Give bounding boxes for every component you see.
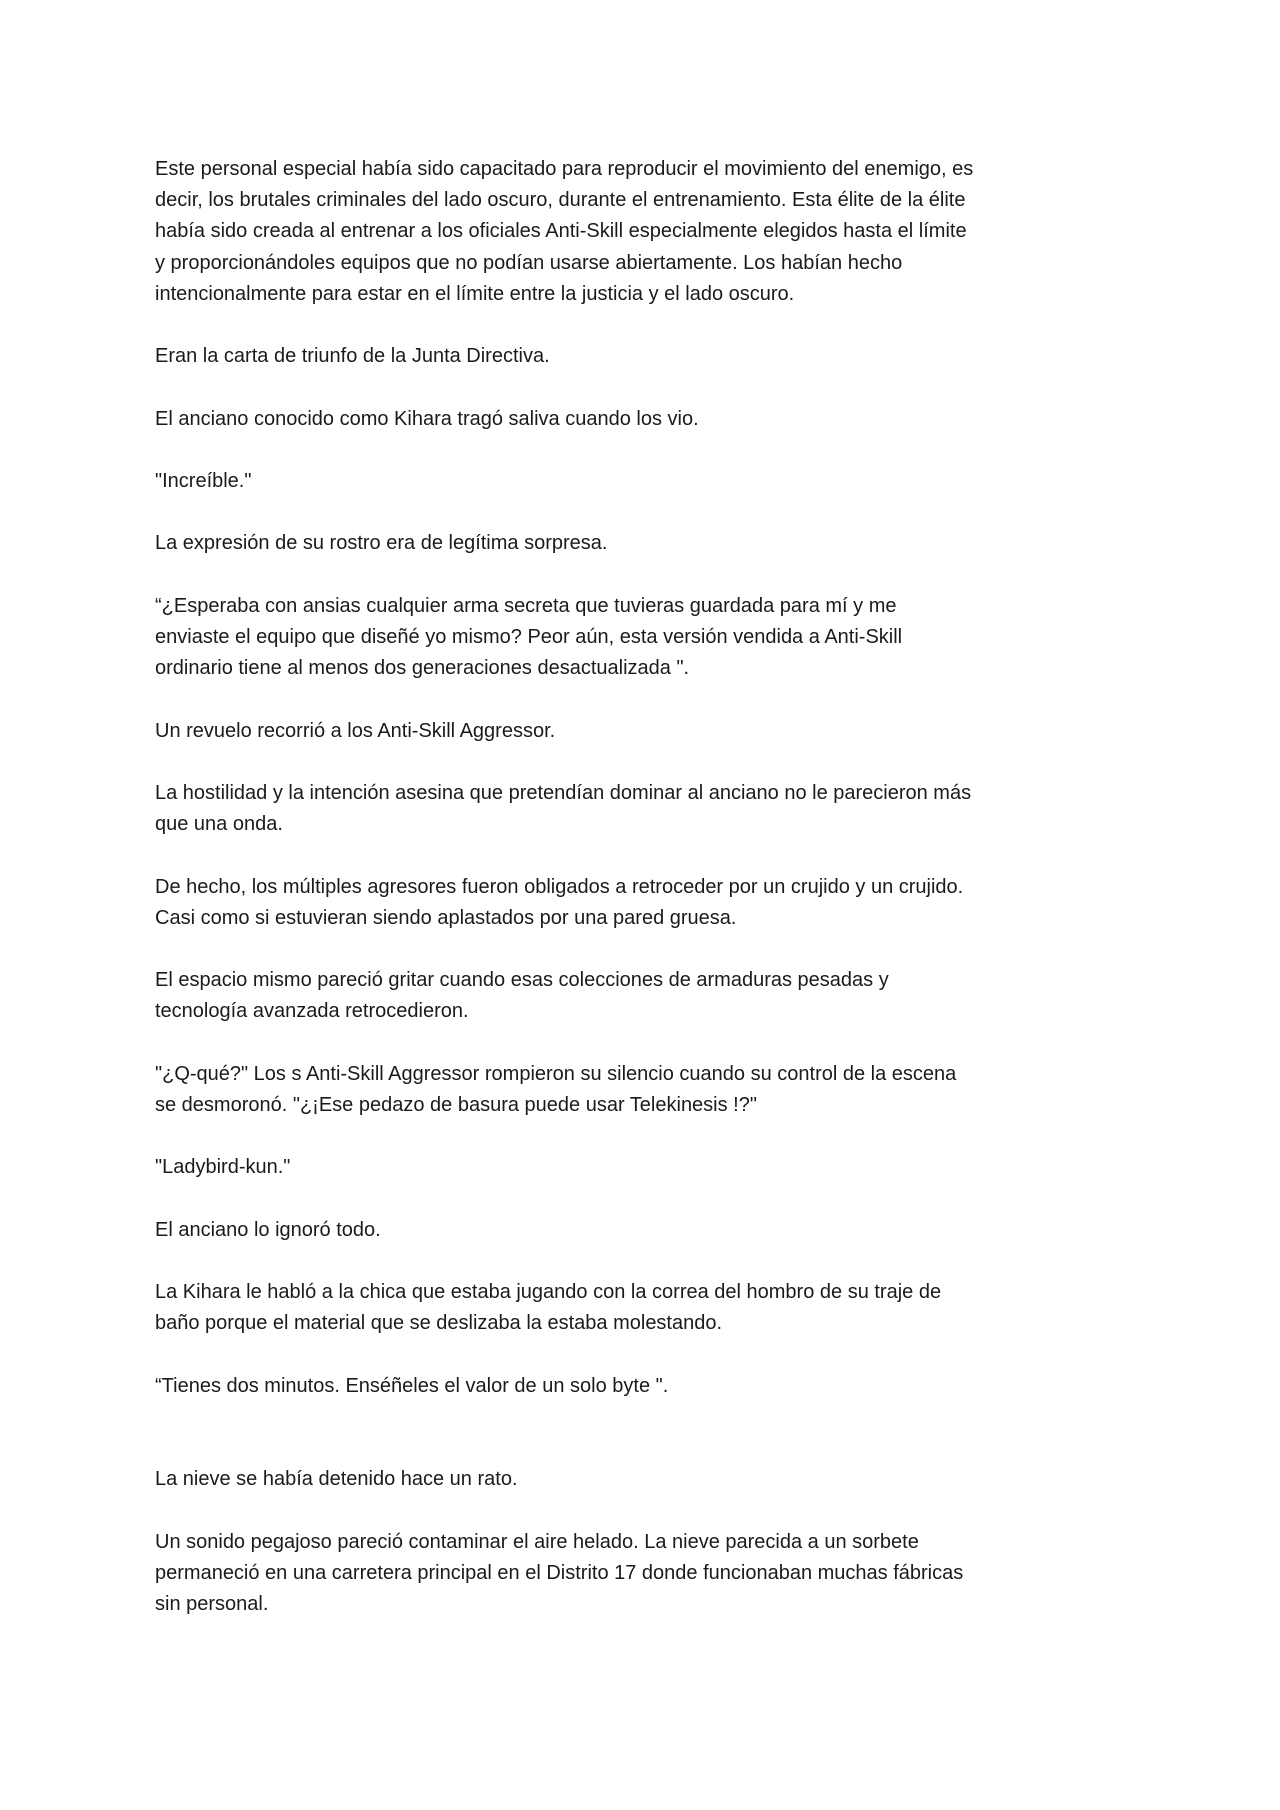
text-line: Casi como si estuvieran siendo aplastados por una pared gruesa.: [155, 906, 737, 929]
text-line: La nieve se había detenido hace un rato.: [155, 1468, 518, 1491]
paragraph: [155, 716, 1135, 747]
text-line: que una onda.: [155, 813, 283, 836]
text-line: La expresión de su rostro era de legítima sorpresa.: [155, 532, 608, 555]
text-line: enviaste el equipo que diseñé yo mismo? Peor aún, esta versión vendida a Anti-Skill: [155, 625, 903, 648]
text-line: y proporcionándoles equipos que no podían usarse abiertamente. Los habían hecho: [155, 251, 903, 274]
paragraph: [155, 1277, 1135, 1339]
text-line: Este personal especial había sido capacitado para reproducir el movimiento del enemigo, es: [155, 158, 974, 180]
paragraph: [155, 872, 1135, 934]
text-line: De hecho, los múltiples agresores fueron obligados a retroceder por un crujido y un crujido.: [155, 875, 964, 898]
text-line: "Ladybird-kun.": [155, 1156, 291, 1179]
text-line: sin personal.: [155, 1593, 269, 1616]
text-line: La Kihara le habló a la chica que estaba jugando con la correa del hombro de su traje de: [155, 1281, 942, 1304]
text-line: decir, los brutales criminales del lado oscuro, durante el entrenamiento. Esta élite de la élite: [155, 189, 966, 212]
text-line: había sido creada al entrenar a los oficiales Anti-Skill especialmente elegidos hasta el límite: [155, 220, 967, 243]
text-line: se desmoronó. "¿¡Ese pedazo de basura puede usar Telekinesis !?": [155, 1093, 757, 1116]
paragraph: [155, 154, 1135, 310]
text-line: “¿Esperaba con ansias cualquier arma secreta que tuvieras guardada para mí y me: [155, 594, 897, 617]
text-line: Un revuelo recorrió a los Anti-Skill Aggressor.: [155, 719, 556, 742]
text-line: El espacio mismo pareció gritar cuando esas colecciones de armaduras pesadas y: [155, 969, 889, 992]
text-line: Un sonido pegajoso pareció contaminar el aire helado. La nieve parecida a un sorbete: [155, 1530, 919, 1553]
paragraph: [155, 341, 1135, 372]
text-line: permaneció en una carretera principal en el Distrito 17 donde funcionaban muchas fábricas: [155, 1561, 964, 1584]
text-line: "¿Q-qué?" Los s Anti-Skill Aggressor rompieron su silencio cuando su control de la escena: [155, 1062, 957, 1085]
paragraph: [155, 528, 1135, 559]
paragraph: [155, 404, 1135, 435]
dialogue-paragraph: [155, 466, 1135, 497]
paragraph: [155, 1464, 1135, 1495]
text-line: “Tienes dos minutos. Enséñeles el valor de un solo byte ".: [155, 1374, 669, 1397]
dialogue-paragraph: [155, 591, 1135, 685]
text-line: ordinario tiene al menos dos generaciones desactualizada ".: [155, 657, 690, 680]
dialogue-paragraph: [155, 1371, 1135, 1402]
text-line: La hostilidad y la intención asesina que pretendían dominar al anciano no le parecieron más: [155, 781, 972, 804]
text-line: El anciano conocido como Kihara tragó saliva cuando los vio.: [155, 407, 699, 430]
paragraph: [155, 1527, 1135, 1621]
text-line: El anciano lo ignoró todo.: [155, 1218, 381, 1241]
paragraph: [155, 965, 1135, 1027]
text-line: tecnología avanzada retrocedieron.: [155, 1000, 469, 1023]
document-body: [155, 154, 1135, 1651]
dialogue-paragraph: [155, 1152, 1135, 1183]
dialogue-paragraph: [155, 1059, 1135, 1121]
text-line: baño porque el material que se deslizaba la estaba molestando.: [155, 1312, 723, 1335]
paragraph: [155, 778, 1135, 840]
text-line: "Increíble.": [155, 469, 252, 492]
paragraph: [155, 1215, 1135, 1246]
text-line: intencionalmente para estar en el límite entre la justicia y el lado oscuro.: [155, 282, 795, 305]
text-line: Eran la carta de triunfo de la Junta Directiva.: [155, 345, 550, 368]
